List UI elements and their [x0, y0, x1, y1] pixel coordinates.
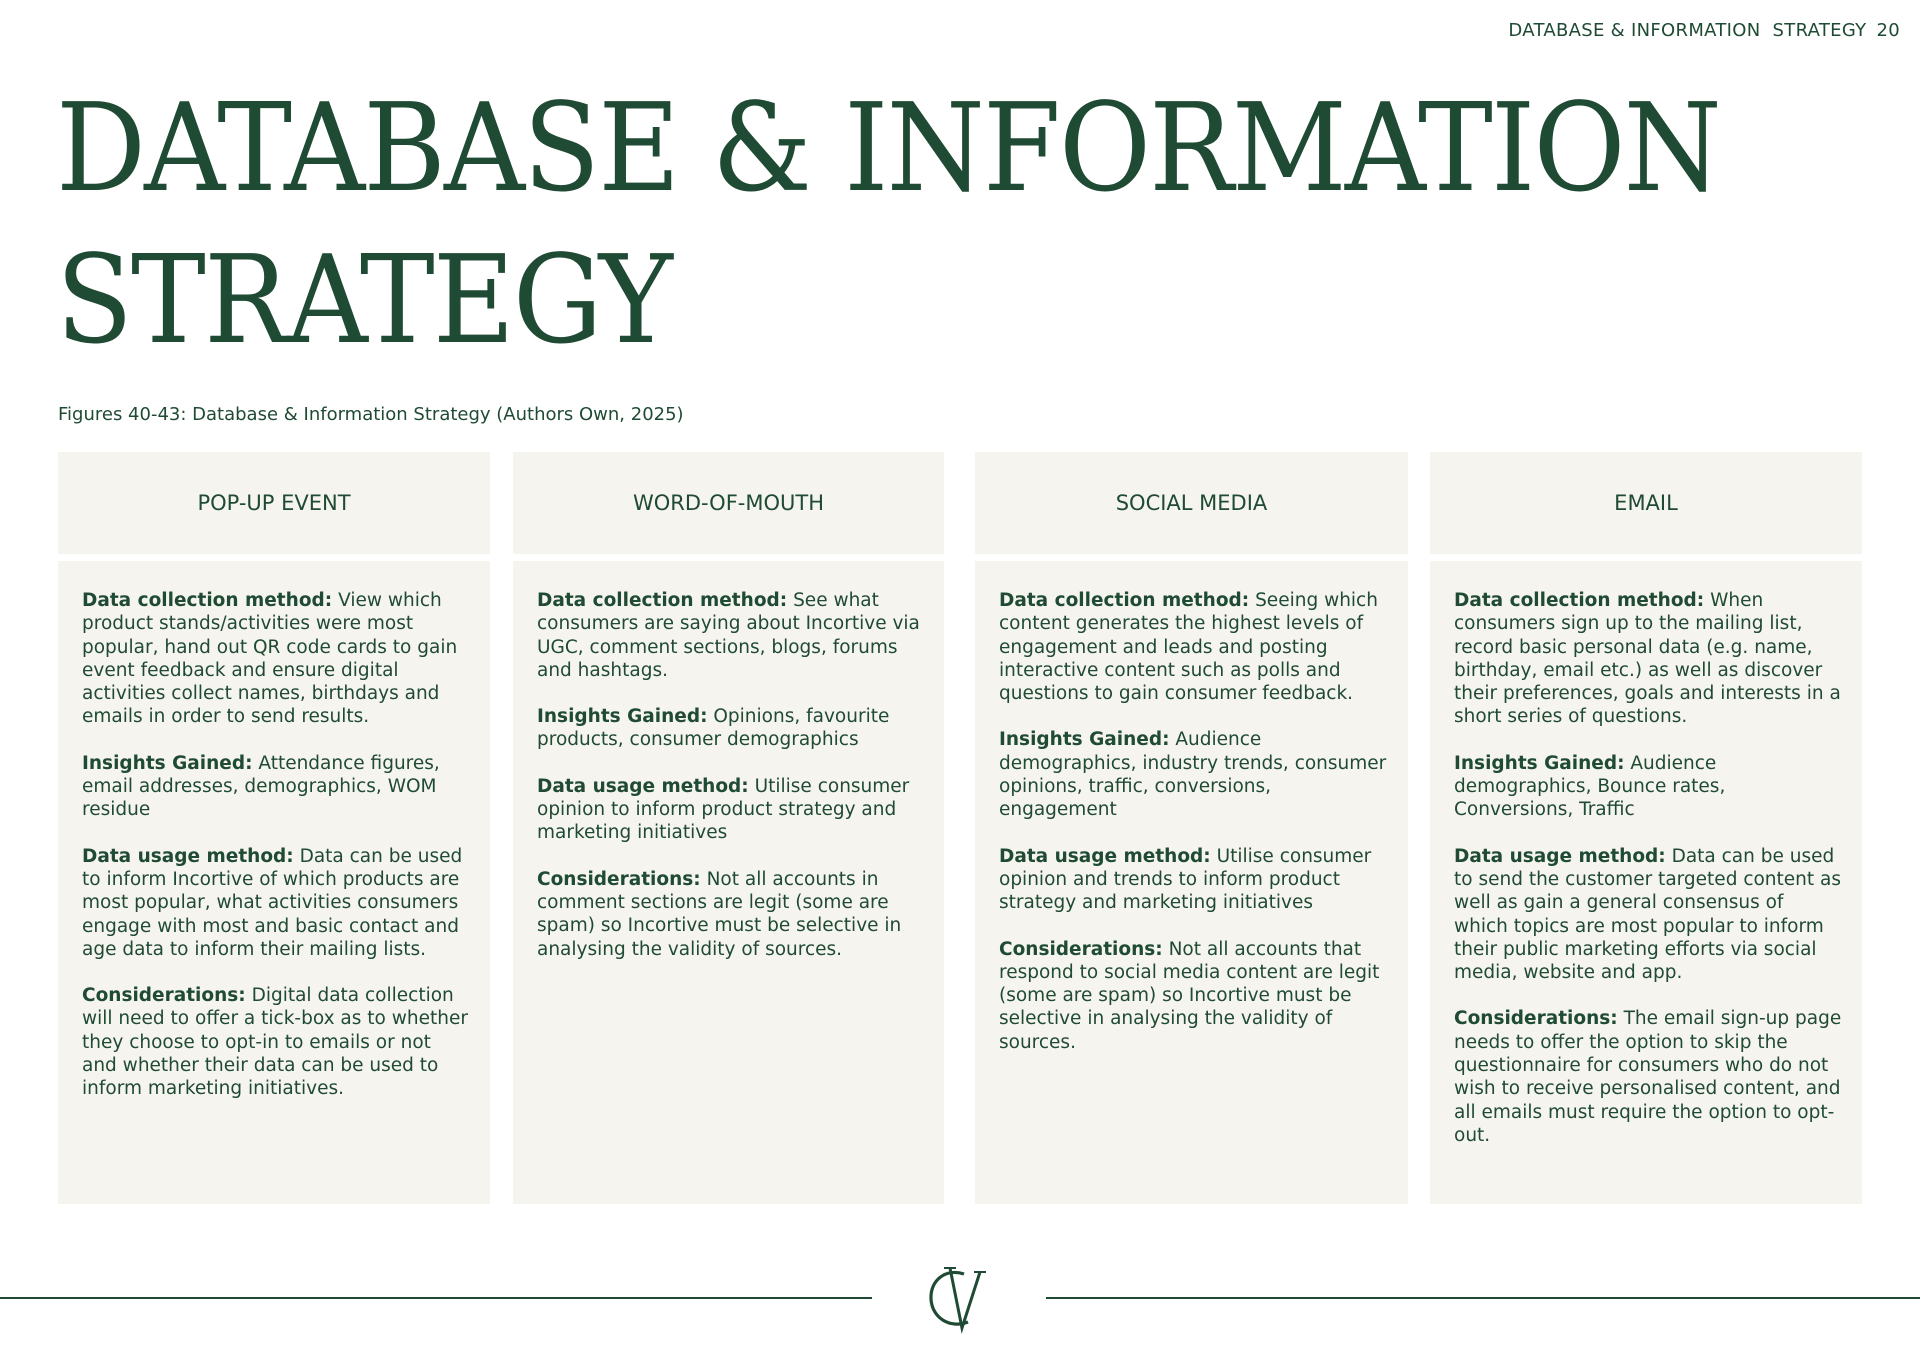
column-body [1430, 561, 1862, 1204]
section-text: Not all accounts in comment sections are legit (some are spam) so Incortive must be selective in analysing the validity of sources. [537, 868, 902, 960]
section-text: Attendance figures, email addresses, demographics, WOM residue [82, 752, 440, 821]
section-data-collection [1454, 589, 1842, 729]
column-email [1430, 452, 1862, 1204]
section-label: Insights Gained: [999, 729, 1170, 751]
section-data-usage [82, 845, 470, 961]
section-text: Opinions, favourite products, consumer demographics [537, 706, 890, 751]
section-considerations [1454, 1007, 1842, 1147]
section-insights [999, 728, 1388, 821]
cv-monogram-icon [922, 1262, 992, 1334]
section-insights [537, 705, 924, 752]
section-label: Insights Gained: [82, 752, 253, 774]
section-insights [82, 752, 470, 822]
section-data-usage [999, 845, 1388, 915]
section-insights [1454, 752, 1842, 822]
section-text: Digital data collection will need to offer a tick-box as to whether they choose to opt-in to emails or not and whether their data can be used to inform marketing initiatives. [82, 985, 468, 1100]
footer-divider-left [0, 1297, 872, 1299]
section-label: Data collection method: [82, 590, 333, 611]
section-text: When consumers sign up to the mailing list, record basic personal data (e.g. name, birthday, email etc.) as well as discover their preferences, goals and interests in a short series of questions. [1454, 590, 1841, 728]
section-considerations [999, 938, 1388, 1054]
section-data-usage [1454, 845, 1842, 985]
column-heading: POP-UP EVENT [58, 452, 490, 554]
section-label: Insights Gained: [537, 706, 708, 728]
section-text: Data can be used to send the customer targeted content as well as gain a general consensus of which topics are most popular to inform their public marketing efforts via social media, website and app. [1454, 845, 1842, 984]
section-text: View which product stands/activities were most popular, hand out QR code cards to gain event feedback and ensure digital activities collect names, birthdays and emails in order to send results. [82, 590, 458, 728]
section-label: Data usage method: [1454, 845, 1666, 867]
footer-divider-right [1046, 1297, 1920, 1299]
page-title [56, 72, 1720, 376]
section-data-collection [537, 589, 924, 682]
page-number: 20 [1876, 20, 1900, 41]
section-label: Data collection method: [999, 590, 1250, 611]
column-body [58, 561, 490, 1204]
section-text: Not all accounts that respond to social media content are legit (some are spam) so Incortive must be selective in analysing the validity of sources. [999, 938, 1380, 1053]
section-considerations [537, 868, 924, 961]
column-heading: EMAIL [1430, 452, 1862, 554]
section-name: DATABASE & INFORMATION STRATEGY [1508, 20, 1867, 41]
section-label: Considerations: [537, 868, 701, 890]
column-heading: SOCIAL MEDIA [975, 452, 1408, 554]
section-text: The email sign-up page needs to offer the option to skip the questionnaire for consumers who do not wish to receive personalised content, and all emails must require the option to opt-out. [1454, 1008, 1842, 1146]
column-body [975, 561, 1408, 1204]
section-text: Seeing which content generates the highest levels of engagement and leads and posting interactive content such as polls and questions to gain consumer feedback. [999, 590, 1378, 705]
column-social-media [975, 452, 1408, 1204]
section-label: Considerations: [1454, 1008, 1618, 1030]
running-header [1498, 20, 1900, 41]
section-label: Data usage method: [82, 845, 294, 867]
section-considerations [82, 984, 470, 1100]
page-title-line-1: DATABASE & INFORMATION [56, 77, 1721, 219]
section-label: Considerations: [999, 938, 1163, 960]
section-label: Data collection method: [1454, 590, 1705, 611]
page-title-line-2: STRATEGY [56, 229, 672, 371]
section-text: Audience demographics, industry trends, consumer opinions, traffic, conversions, engagement [999, 729, 1387, 821]
section-data-usage [537, 775, 924, 845]
section-label: Considerations: [82, 985, 246, 1007]
column-pop-up-event [58, 452, 490, 1204]
section-label: Data usage method: [537, 775, 749, 797]
section-text: Data can be used to inform Incortive of which products are most popular, what activities consumers engage with most and basic contact and age data to inform their mailing lists. [82, 845, 463, 960]
section-label: Data usage method: [999, 845, 1211, 867]
section-data-collection [999, 589, 1388, 705]
section-text: Utilise consumer opinion to inform product strategy and marketing initiatives [537, 775, 910, 844]
section-label: Data collection method: [537, 590, 788, 611]
section-text: Utilise consumer opinion and trends to inform product strategy and marketing initiatives [999, 845, 1372, 914]
section-text: See what consumers are saying about Incortive via UGC, comment sections, blogs, forums and hashtags. [537, 590, 920, 681]
column-word-of-mouth [513, 452, 944, 1204]
section-text: Audience demographics, Bounce rates, Conversions, Traffic [1454, 752, 1726, 821]
figure-caption: Figures 40-43: Database & Information Strategy (Authors Own, 2025) [58, 404, 684, 425]
column-heading: WORD-OF-MOUTH [513, 452, 944, 554]
section-label: Insights Gained: [1454, 752, 1625, 774]
column-body [513, 561, 944, 1204]
section-data-collection [82, 589, 470, 729]
